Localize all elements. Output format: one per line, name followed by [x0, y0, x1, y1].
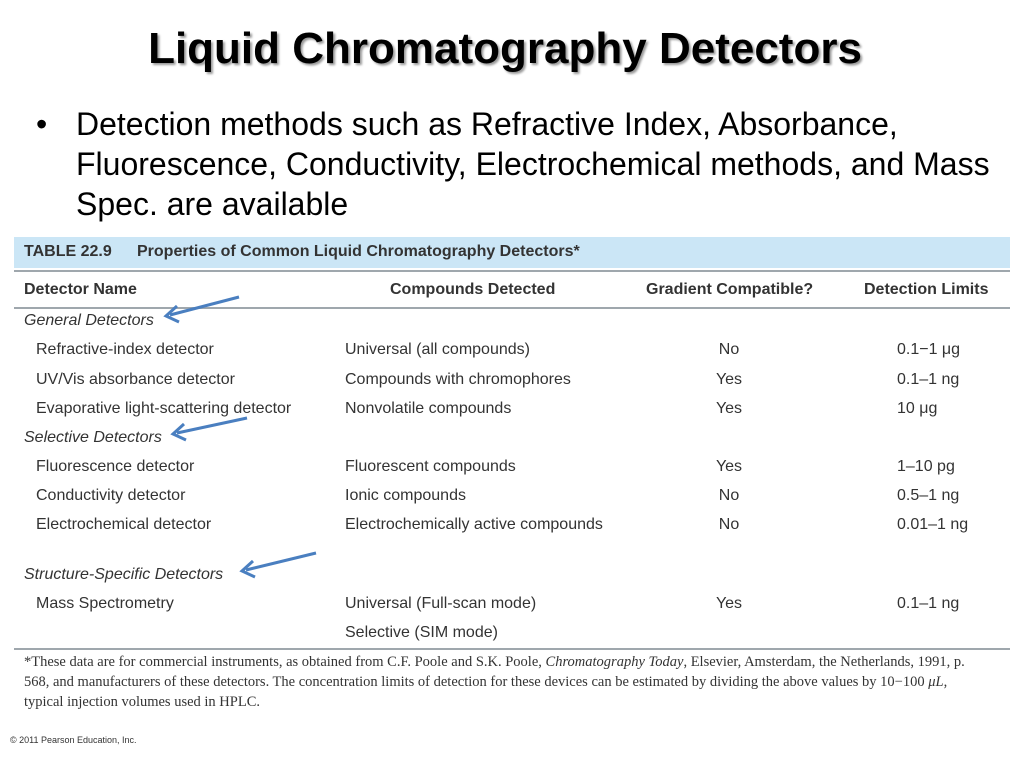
table-row: [14, 455, 1010, 483]
table-caption: Properties of Common Liquid Chromatography Detectors*: [137, 243, 580, 260]
header-rule-top: [14, 270, 1010, 272]
footnote-text: *These data are for commercial instruments, as obtained from C.F. Poole and S.K. Poole,: [24, 654, 546, 670]
compounds-detected: Universal (Full-scan mode): [345, 595, 537, 612]
table-row: [14, 592, 1010, 620]
table-row: [14, 513, 1010, 541]
table-caption-bar: [14, 237, 1010, 268]
detector-name: Conductivity detector: [36, 487, 186, 504]
table-row: [14, 484, 1010, 512]
table-number: TABLE 22.9: [24, 243, 112, 260]
gradient-compatible: No: [718, 487, 740, 504]
detection-limit: 0.1−1 μg: [897, 341, 961, 358]
footnote-text: , Elsevier, Amsterdam, the Netherlands, 1991, p. 568, and manufacturers of these detectors. The concentration limits of detection for these devices can be estimated by dividing the above values by 10−100: [24, 654, 965, 690]
group-label-structure-specific: Structure-Specific Detectors: [24, 566, 224, 583]
detector-name: Fluorescence detector: [36, 458, 195, 475]
gradient-compatible: Yes: [715, 458, 743, 475]
gradient-compatible: Yes: [715, 400, 743, 417]
compounds-detected: Nonvolatile compounds: [345, 400, 512, 417]
detection-limit: 0.1–1 ng: [897, 371, 960, 388]
detector-name: Evaporative light-scattering detector: [36, 400, 292, 417]
compounds-detected: Compounds with chromophores: [345, 371, 571, 388]
gradient-compatible: No: [718, 341, 740, 358]
detector-name: UV/Vis absorbance detector: [36, 371, 235, 388]
table-footnote: [24, 652, 984, 712]
detector-name: Electrochemical detector: [36, 516, 212, 533]
compounds-detected: Universal (all compounds): [345, 341, 530, 358]
compounds-detected: Fluorescent compounds: [345, 458, 516, 475]
footnote-citation: Chromatography Today: [545, 654, 684, 670]
table-row: [14, 397, 1010, 425]
gradient-compatible: Yes: [715, 371, 743, 388]
detection-limit: 0.5–1 ng: [897, 487, 960, 504]
table-row: [14, 368, 1010, 396]
copyright-notice: © 2011 Pearson Education, Inc.: [10, 735, 137, 745]
detection-limit: 10 μg: [897, 400, 938, 417]
detection-limit: 0.1–1 ng: [897, 595, 960, 612]
table-row: [14, 621, 1010, 649]
table-bottom-rule: [14, 648, 1010, 650]
annotation-arrow-icon: [167, 413, 251, 445]
detection-limit: 0.01–1 ng: [897, 516, 969, 533]
compounds-detected: Ionic compounds: [345, 487, 466, 504]
detector-name: Refractive-index detector: [36, 341, 214, 358]
compounds-detected: Selective (SIM mode): [345, 624, 498, 641]
column-header-gradient: Gradient Compatible?: [646, 281, 814, 298]
gradient-compatible: Yes: [715, 595, 743, 612]
compounds-detected: Electrochemically active compounds: [345, 516, 603, 533]
slide-title: Liquid Chromatography Detectors: [148, 24, 862, 73]
column-header-detector-name: Detector Name: [24, 281, 137, 298]
table-row: [14, 338, 1010, 366]
footnote-text: , typical injection volumes used in HPLC.: [24, 674, 948, 710]
column-header-detection-limits: Detection Limits: [864, 281, 989, 298]
bullet-marker: •: [36, 106, 48, 142]
gradient-compatible: No: [718, 516, 740, 533]
annotation-arrow-icon: [236, 549, 320, 581]
group-label-selective: Selective Detectors: [24, 429, 162, 446]
detection-limit: 1–10 pg: [897, 458, 955, 475]
group-label-general: General Detectors: [24, 312, 154, 329]
annotation-arrow-icon: [160, 293, 244, 325]
detector-name: Mass Spectrometry: [36, 595, 174, 612]
footnote-unit: μL: [928, 674, 944, 690]
bullet-text: Detection methods such as Refractive Index, Absorbance, Fluorescence, Conductivity, Electrochemical methods, and Mass Spec. are available: [76, 106, 990, 222]
column-header-compounds: Compounds Detected: [390, 281, 556, 298]
